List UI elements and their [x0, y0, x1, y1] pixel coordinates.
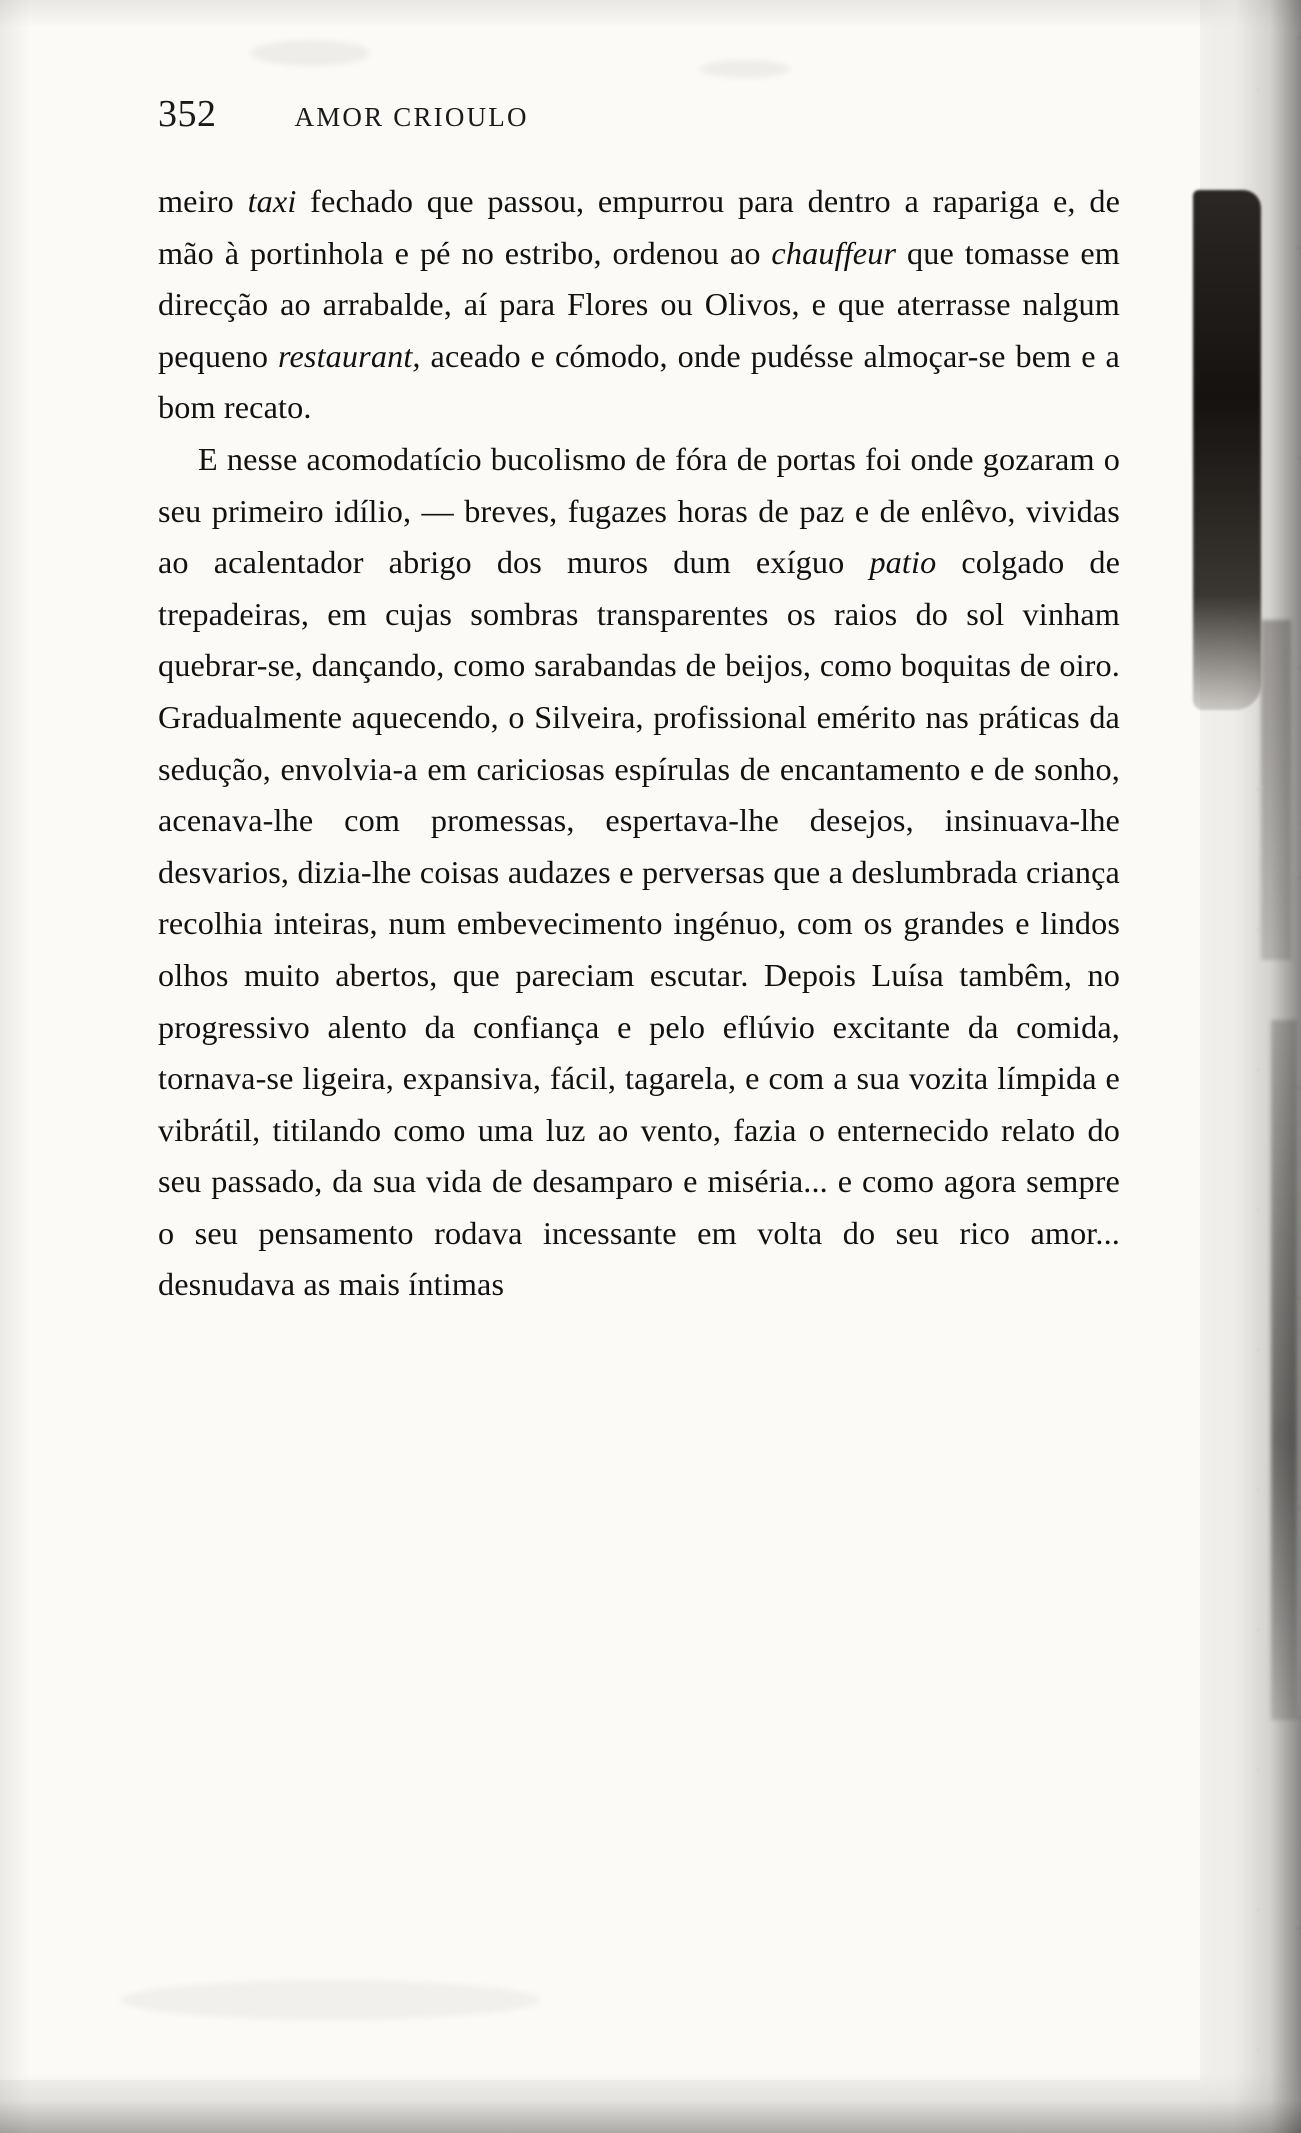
scan-dark-smudge: [1193, 190, 1261, 710]
page-left-shadow: [0, 0, 30, 2133]
page-header: [0, 92, 1160, 136]
scan-dark-smudge: [1261, 620, 1291, 960]
page-bottom-shadow: [0, 2073, 1301, 2133]
page-body-text: [158, 176, 1120, 1311]
paragraph-1: meiro taxi fechado que passou, empurrou para dentro a rapariga e, de mão à portinhola e pé no estribo, ordenou ao chauffeur que tomasse em direcção ao arrabalde, aí para Flores ou Olivos, e que aterrasse nalgum pequeno restaurant, aceado e cómodo, onde pudésse almoçar-se bem e a bom recato.: [158, 183, 1121, 426]
page-number: 352: [158, 93, 217, 135]
page-top-shadow: [0, 0, 1301, 28]
scan-dark-smudge: [1271, 1020, 1297, 1720]
paragraph-2: E nesse acomodatício bucolismo de fóra de portas foi onde gozaram o seu primeiro idílio, — breves, fugazes horas de paz e de enlêvo, vividas ao acalentador abrigo dos muros dum exíguo patio colgado de trepadeiras, em cujas sombras transparentes os raios do sol vinham quebrar-se, dançando, como sarabandas de beijos, como boquitas de oiro. Gradualmente aquecendo, o Silveira, profissional emérito nas práticas da sedução, envolvia-a em cariciosas espírulas de encantamento e de sonho, acenava-lhe com promessas, espertava-lhe desejos, insinuava-lhe desvarios, dizia-lhe coisas audazes e perversas que a deslumbrada criança recolhia inteiras, num embevecimento ingénuo, com os grandes e lindos olhos muito abertos, que pareciam escutar. Depois Luísa tambêm, no progressivo alento da confiança e pelo eflúvio excitante da comida, tornava-se ligeira, expansiva, fácil, tagarela, e com a sua vozita límpida e vibrátil, titilando como uma luz ao vento, fazia o enternecido relato do seu passado, da sua vida de desamparo e miséria... e como agora sempre o seu pensamento rodava incessante em volta do seu rico amor... desnudava as mais íntimas: [158, 440, 1121, 1303]
running-head: AMOR CRIOULO: [294, 102, 529, 132]
